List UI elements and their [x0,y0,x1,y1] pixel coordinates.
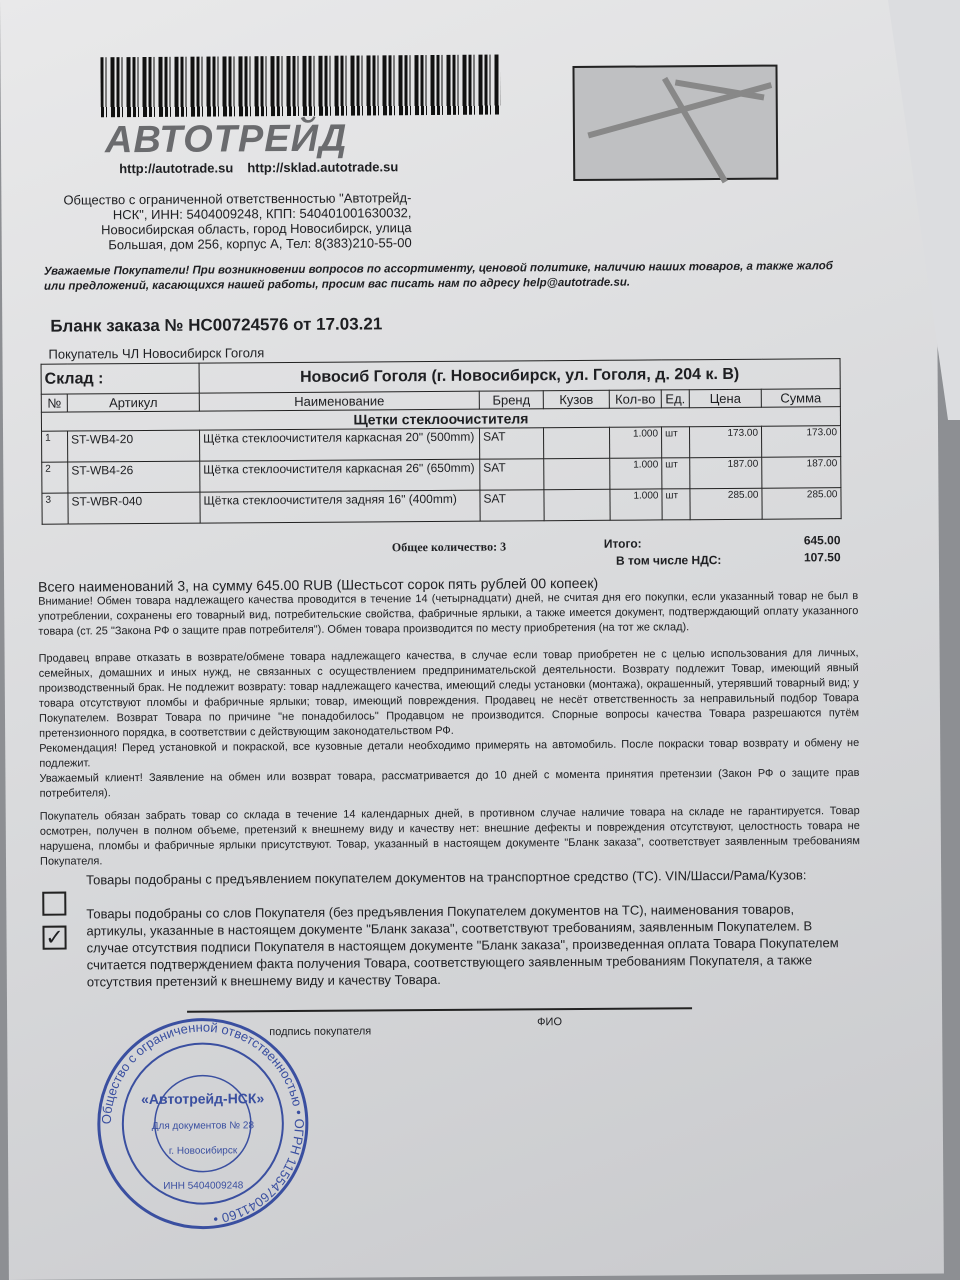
row-price: 173.00 [689,426,761,458]
terms-text [38,574,860,870]
vat-label: В том числе НДС: [615,552,722,568]
row-body [544,489,610,520]
group-header: Щетки стеклоочистителя [41,407,840,432]
total-count: Общее количество: 3 [391,539,507,555]
total-value: 645.00 [803,533,841,548]
col-unit: Ед. [661,390,689,408]
row-body [544,458,610,489]
row-name: Щётка стеклоочистителя каркасная 26" (650mm) [200,459,480,492]
stamp-city: г. Новосибирск [168,1145,238,1157]
row-name: Щётка стеклоочистителя каркасная 20" (500mm) [200,428,480,461]
row-sku: ST-WBR-040 [68,492,200,524]
col-sku: Артикул [67,393,199,412]
col-price: Цена [689,389,761,408]
return-policy: Продавец вправе отказать в возврате/обмене товара надлежащего качества, в случае если товар приобретен не с целью использования для личных, семейных, домашних и иных нужд, не связанных с осуществлением предпринимательской деятельности. Возврату подлежит Товар, имеющий явный производственный брак. Не подлежит возврату: товар надлежащего качества, имеющий следы установки (монтажа), окрашенный, утерявший товарный вид; у товара отсутствуют пломбы и фабричные ярлыки; товар, имеющий повреждения. Продавец не несёт ответственность за неправильный подбор Товара Покупателем. Возврат Товара по причине "не понадобилось" Продавцом не производится. Спорные вопросы качества Товара разрешаются путём претензионного порядка, в соответствии с действующим законодательством РФ. [38,647,860,740]
recommendation: Рекомендация! Перед установкой и покраской, все кузовные детали необходимо примерять на автомобиль. После покраски товар возврату и обмену не подлежит. [39,737,860,770]
col-n: № [41,394,67,412]
stamp-inn: ИНН 5404009248 [163,1180,244,1192]
fio-label: ФИО [537,1016,563,1029]
row-n: 3 [42,493,68,524]
barcode [100,55,500,118]
pickup-notice: Покупатель обязан забрать товар со склада в течение 14 календарных дней, в противном случае наличие товара на складе не гарантируется. Товар осмотрен, получен в полном объеме, претензий к внешнему виду и качеству нет: внешние дефекты и повреждения отсутствуют, целостность товара не нарушена, пломбы и фабричные ярлыки присутствуют. Товар, указанный в настоящем документе "Бланк заказа", соответствует заявленным требованиям Покупателя. [39,805,860,868]
total-label: Итого: [603,536,642,551]
col-brand: Бренд [479,391,543,409]
row-sum: 285.00 [762,488,841,520]
row-qty: 1.000 [610,458,662,489]
stamp-sub: Для документов № 28 [151,1120,255,1132]
row-brand: SAT [480,459,544,490]
exchange-notice: Внимание! Обмен товара надлежащего качества проводится в течение 14 (четырнадцати) дней, не считая дня его покупки, если указанный товар не был в употреблении, сохранены его товарный вид, потребительские свойства, фабричные ярлыки, а также имеется документ, подтверждающий оплату указанного товара (ст. 25 "Закона РФ о защите прав потребителя"). Обмен товара производится по месту приобретения (на тот же склад). [38,590,859,638]
col-qty: Кол-во [609,390,661,408]
checkbox-with-documents[interactable] [42,892,66,916]
warehouse-label: Склад : [41,363,199,394]
row-price: 285.00 [690,488,762,520]
stamp-center: «Автотрейд-НСК» [141,1090,265,1108]
url-autotrade[interactable]: http://autotrade.su [119,160,234,177]
stamp-ring-text: Общество с ограниченной ответственностью • ОГРН 1155476041160 • [98,1019,307,1227]
row-sku: ST-WB4-26 [68,461,200,493]
row-brand: SAT [480,490,544,521]
row-brand: SAT [480,428,544,459]
claim-notice: Уважаемый клиент! Заявление на обмен или возврат товара, рассматривается до 10 дней с момента принятия претензии (Закон РФ о защите прав потребителя). [39,767,860,800]
table-row [42,488,841,525]
row-qty: 1.000 [610,489,662,520]
option-with-documents: Товары подобраны с предъявлением покупателем документов на транспортное средство (ТС). VIN/Шасси/Рама/Кузов: [86,867,807,888]
row-unit: шт [662,458,690,489]
buyer-signature-label: подпись покупателя [269,1025,372,1039]
checkbox-without-documents[interactable]: ✓ [42,926,66,950]
company-stamp [92,1013,314,1235]
customer-notice: Уважаемые Покупатели! При возникновении вопросов по ассортименту, ценовой политике, наличию наших товаров, а также жалоб или предложений, касающихся нашей работы, просим вас писать нам по адресу help@autotrade.su. [43,260,833,293]
warehouse-value: Новосиб Гоголя (г. Новосибирск, ул. Гоголя, д. 204 к. В) [199,359,840,393]
row-n: 1 [42,431,68,462]
col-body: Кузов [543,390,609,408]
row-unit: шт [661,427,689,458]
row-sku: ST-WB4-20 [68,430,200,462]
urls [119,159,412,176]
row-price: 187.00 [690,457,762,489]
buyer: Покупатель ЧЛ Новосибирск Гоголя [48,345,265,362]
row-qty: 1.000 [609,427,661,458]
company-info: Общество с ограниченной ответственностью "Автотрейд-НСК", ИНН: 5404009248, КПП: 540401001630032, Новосибирская область, город Новосибирск, улица Большая, дом 256, корпус А, Тел: 8(383)210-55-00 [63,190,412,253]
row-unit: шт [662,489,690,520]
row-n: 2 [42,462,68,493]
row-name: Щётка стеклоочистителя задняя 16" (400mm) [200,490,480,523]
location-map [572,65,778,181]
sum-in-words: Всего наименований 3, на сумму 645.00 RUB (Шестьсот сорок пять рублей 00 копеек) [38,574,599,595]
signature-line [187,1007,692,1013]
vat-value: 107.50 [803,550,841,565]
row-body [543,427,609,458]
company-logo: АВТОТРЕЙД [104,117,348,162]
url-sklad[interactable]: http://sklad.autotrade.su [247,159,399,176]
option-without-documents: Товары подобраны со слов Покупателя (без предъявления Покупателем документов на ТС), наименования товаров, артикулы, указанные в настоящем документе "Бланк заказа", соответствуют требованиям, заявленным Покупателем. В случае отсутствия подписи Покупателя в настоящем документе "Бланк заказа", произведенная оплата Товара Покупателем считается подтверждением факта получения Товара, соответствующего заявленным требованиям Покупателя, а также отсутствия претензий к внешнему виду и качеству Товара. [86,901,839,990]
col-name: Наименование [199,391,479,411]
row-sum: 173.00 [761,426,840,458]
page-title: Бланк заказа № НС00724576 от 17.03.21 [50,314,383,336]
col-sum: Сумма [761,389,840,408]
row-sum: 187.00 [762,457,841,489]
order-table [41,358,842,525]
